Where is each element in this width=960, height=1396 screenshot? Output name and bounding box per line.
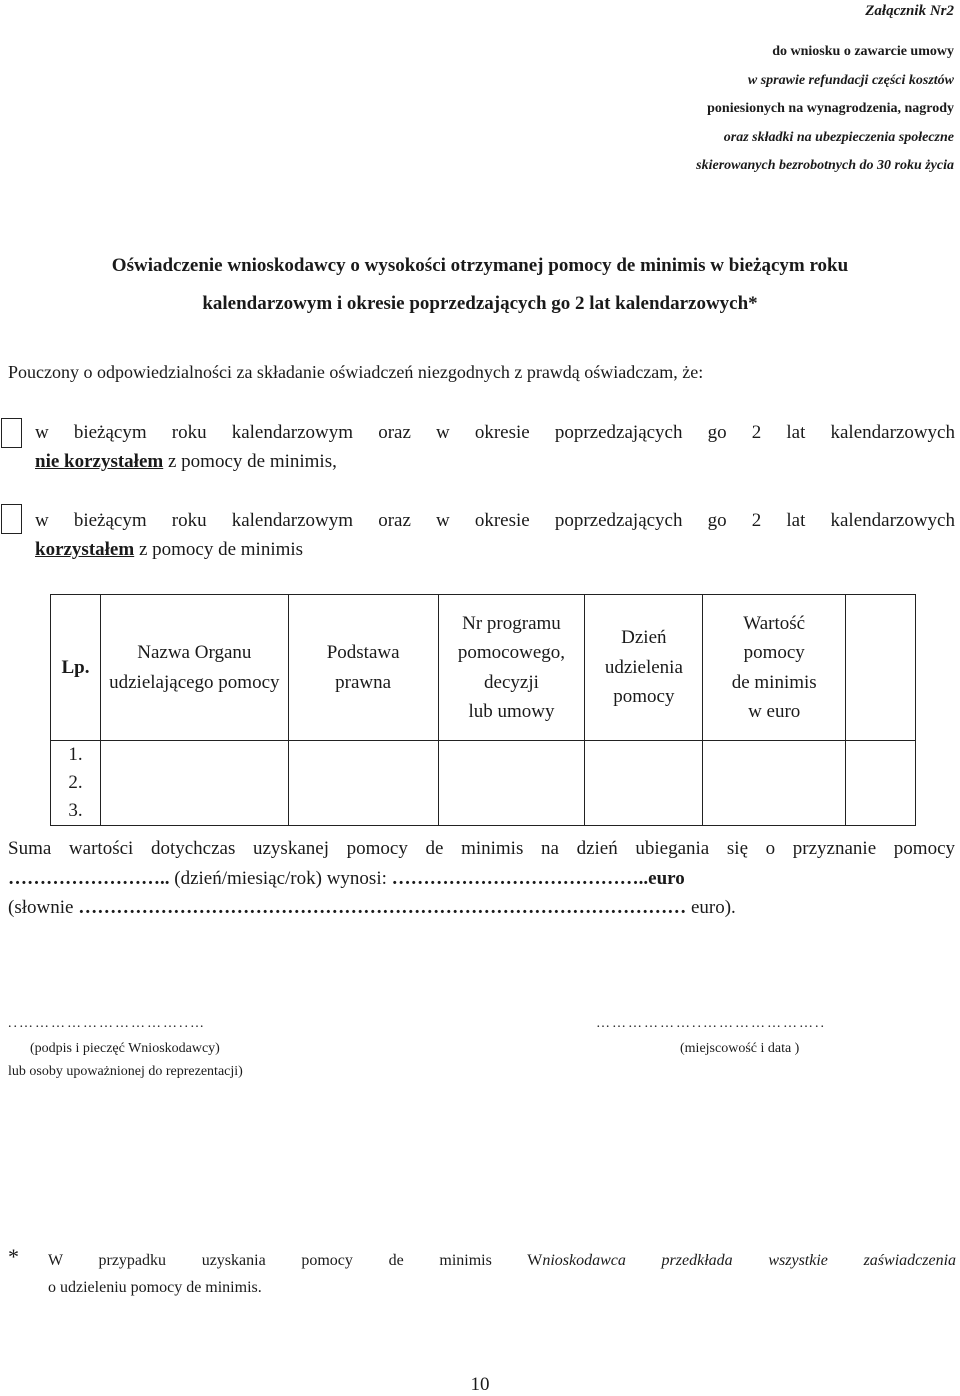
header-podstawa-line-2: prawna	[335, 671, 392, 693]
aid-table	[50, 594, 916, 826]
cell-dzien[interactable]	[585, 741, 703, 826]
header-nr-line-1: Nr programu	[462, 612, 561, 634]
amount-dots[interactable]: …………………………………..	[391, 867, 649, 889]
checkbox-not-used-aid[interactable]	[1, 418, 22, 448]
annex-line-3: poniesionych na wynagrodzenia, nagrody	[707, 101, 954, 117]
cell-nr-programu[interactable]	[438, 741, 585, 826]
annex-line-2: w sprawie refundacji części kosztów	[747, 72, 954, 88]
row-numbers-cell	[51, 741, 101, 826]
option-used-aid	[35, 506, 955, 564]
annex-label: Załącznik Nr2	[865, 3, 954, 19]
header-organ-line-1: Nazwa Organu	[137, 642, 252, 663]
option-2-emphasis: korzystałem	[35, 539, 135, 560]
cell-wartosc[interactable]	[703, 741, 846, 826]
footnote-line-1	[48, 1247, 956, 1274]
option-1-line-1: w bieżącym roku kalendarzowym oraz w okresie poprzedzających go 2 lat kalendarzowych	[35, 422, 955, 443]
place-date-dots[interactable]: ………………..…………………..	[596, 1016, 826, 1031]
annex-header	[696, 0, 954, 181]
option-1-line-2	[35, 447, 955, 476]
sum-currency: euro	[648, 867, 685, 889]
date-dots[interactable]: ……………………..	[8, 867, 170, 889]
header-dzien-line-2: udzielenia	[604, 656, 683, 678]
row-number-2: 2.	[68, 772, 83, 793]
header-wartosc-line-2: pomocy	[743, 642, 805, 663]
header-organ	[100, 595, 288, 741]
cell-organ[interactable]	[100, 741, 288, 826]
checkbox-used-aid[interactable]	[1, 504, 22, 534]
header-dzien	[585, 595, 703, 741]
page-number: 10	[470, 1374, 490, 1395]
header-nr-programu	[438, 595, 585, 741]
header-wartosc-line-3: de minimis	[731, 671, 817, 693]
footnote-line-2: o udzieleniu pomocy de minimis.	[48, 1279, 262, 1296]
footnote-part-1: W przypadku uzyskania pomocy de minimis W	[48, 1252, 543, 1269]
annex-line-5: skierowanych bezrobotnych do 30 roku życia	[696, 158, 954, 174]
option-2-line-2	[35, 535, 955, 564]
option-2-line-1: w bieżącym roku kalendarzowym oraz w okresie poprzedzających go 2 lat kalendarzowych	[35, 510, 955, 531]
header-organ-line-2: udzielającego pomocy	[109, 671, 280, 693]
annex-line-1: do wniosku o zawarcie umowy	[772, 44, 954, 59]
cell-podstawa[interactable]	[288, 741, 438, 826]
cell-extra[interactable]	[846, 741, 916, 826]
footnote-text	[48, 1247, 956, 1301]
header-extra-empty	[846, 595, 916, 741]
option-1-rest: z pomocy de minimis,	[163, 451, 337, 472]
document-title-line-2: kalendarzowym i okresie poprzedzających go 2 lat kalendarzowych*	[202, 293, 758, 314]
header-dzien-line-1: Dzień	[621, 627, 667, 649]
signature-dots[interactable]: ..…………………………..…	[8, 1016, 206, 1031]
header-nr-line-2: pomocowego,	[457, 642, 566, 663]
header-dzien-line-3: pomocy	[613, 686, 675, 708]
annex-line-4: oraz składki na ubezpieczenia społeczne	[723, 129, 954, 145]
words-label: (słownie	[8, 897, 79, 918]
header-wartosc	[703, 595, 846, 741]
footnote-star: *	[8, 1244, 19, 1269]
row-number-1: 1.	[68, 744, 83, 765]
header-podstawa	[288, 595, 438, 741]
header-wartosc-line-4: w euro	[748, 701, 801, 722]
sum-statement	[8, 834, 955, 923]
header-nr-line-4: lub umowy	[468, 701, 555, 722]
signature-caption-2: lub osoby upoważnionej do reprezentacji)	[8, 1064, 243, 1079]
option-2-rest: z pomocy de minimis	[134, 539, 304, 560]
sum-line-3	[8, 893, 955, 923]
footnote-part-2: nioskodawca przedkłada wszystkie zaświadczenia	[542, 1252, 957, 1269]
intro-statement: Pouczony o odpowiedzialności za składanie oświadczeń niezgodnych z prawdą oświadczam, że:	[8, 362, 704, 382]
header-wartosc-line-1: Wartość	[743, 612, 806, 634]
option-not-used-aid	[35, 418, 955, 476]
table-header-row	[51, 595, 916, 741]
words-dots[interactable]: ……………………………………………………………………………………	[78, 897, 687, 918]
words-end: euro).	[686, 897, 736, 918]
row-number-3: 3.	[68, 800, 83, 821]
header-lp: Lp.	[51, 595, 101, 741]
header-nr-line-3: decyzji	[484, 671, 539, 693]
table-row	[51, 741, 916, 826]
sum-line-2	[8, 864, 955, 894]
header-podstawa-line-1: Podstawa	[326, 642, 400, 663]
place-date-caption: (miejscowość i data )	[680, 1041, 800, 1056]
sum-date-label: (dzień/miesiąc/rok) wynosi:	[169, 867, 392, 889]
signature-caption: (podpis i pieczęć Wnioskodawcy)	[30, 1041, 220, 1056]
document-title-line-1: Oświadczenie wnioskodawcy o wysokości otrzymanej pomocy de minimis w bieżącym roku	[111, 255, 849, 276]
sum-line-1: Suma wartości dotychczas uzyskanej pomocy de minimis na dzień ubiegania się o przyznanie pomocy	[8, 838, 955, 859]
option-1-emphasis: nie korzystałem	[35, 451, 164, 472]
